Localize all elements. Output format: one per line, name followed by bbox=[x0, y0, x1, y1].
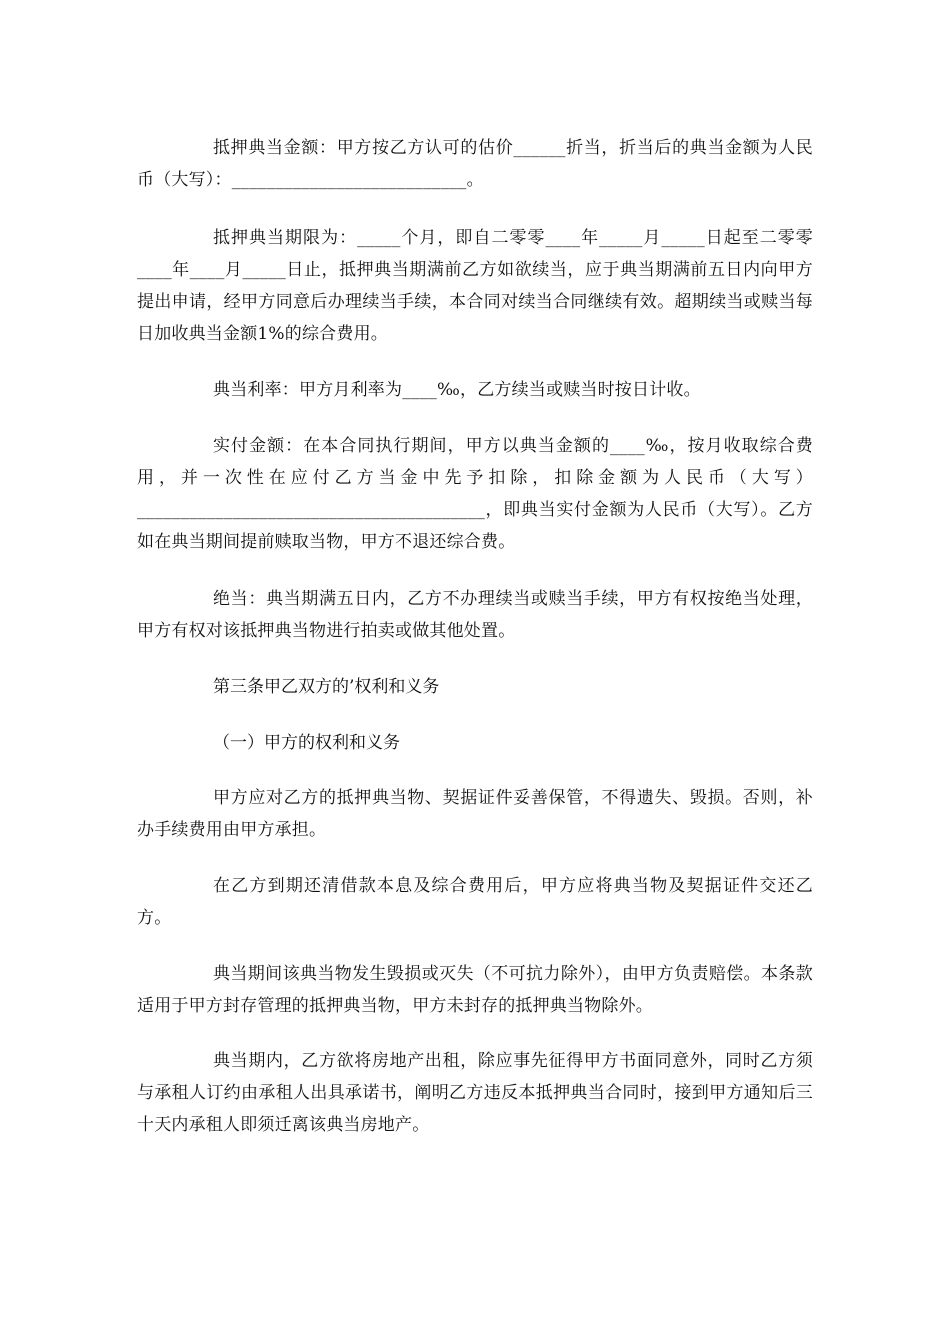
paragraph-pledge-term: 抵押典当期限为：_____个月，即自二零零____年_____月_____日起至二零零____年____月_____日止，抵押典当期满前乙方如欲续当，应于典当期满前五日内向甲方提出申请，经甲方同意后办理续当手续，本合同对续当合同继续有效。超期续当或赎当每日加收典当金额1%的综合费用。 bbox=[137, 228, 813, 344]
paragraph-interest-rate: 典当利率：甲方月利率为____‰，乙方续当或赎当时按日计收。 bbox=[213, 380, 701, 400]
section-title: 第三条甲乙双方的’权利和义务 bbox=[213, 677, 440, 697]
paragraph-pledge-amount: 抵押典当金额：甲方按乙方认可的估价______折当，折当后的典当金额为人民币（大写）：___________________________。 bbox=[137, 138, 813, 190]
subsection-title: （一）甲方的权利和义务 bbox=[213, 733, 400, 753]
paragraph-forfeiture: 绝当：典当期满五日内，乙方不办理续当或赎当手续，甲方有权按绝当处理，甲方有权对该抵押典当物进行拍卖或做其他处置。 bbox=[137, 589, 813, 641]
obligation-return-items: 在乙方到期还清借款本息及综合费用后，甲方应将典当物及契据证件交还乙方。 bbox=[137, 876, 813, 928]
obligation-compensation: 典当期间该典当物发生毁损或灭失（不可抗力除外），由甲方负责赔偿。本条款适用于甲方封存管理的抵押典当物，甲方未封存的抵押典当物除外。 bbox=[137, 964, 813, 1016]
paragraph-actual-payment: 实付金额：在本合同执行期间，甲方以典当金额的____‰，按月收取综合费用，并一次性在应付乙方当金中先予扣除，扣除金额为人民币（大写）________________________________________，即典当实付金额为人民币（大写）。乙方如在典当期间提前赎取当物，甲方不退还综合费。 bbox=[137, 436, 813, 552]
obligation-safekeeping: 甲方应对乙方的抵押典当物、契据证件妥善保管，不得遗失、毁损。否则，补办手续费用由甲方承担。 bbox=[137, 788, 813, 840]
obligation-lease: 典当期内，乙方欲将房地产出租，除应事先征得甲方书面同意外，同时乙方须与承租人订约由承租人出具承诺书，阐明乙方违反本抵押典当合同时，接到甲方通知后三十天内承租人即须迁离该典当房地产。 bbox=[137, 1051, 813, 1135]
